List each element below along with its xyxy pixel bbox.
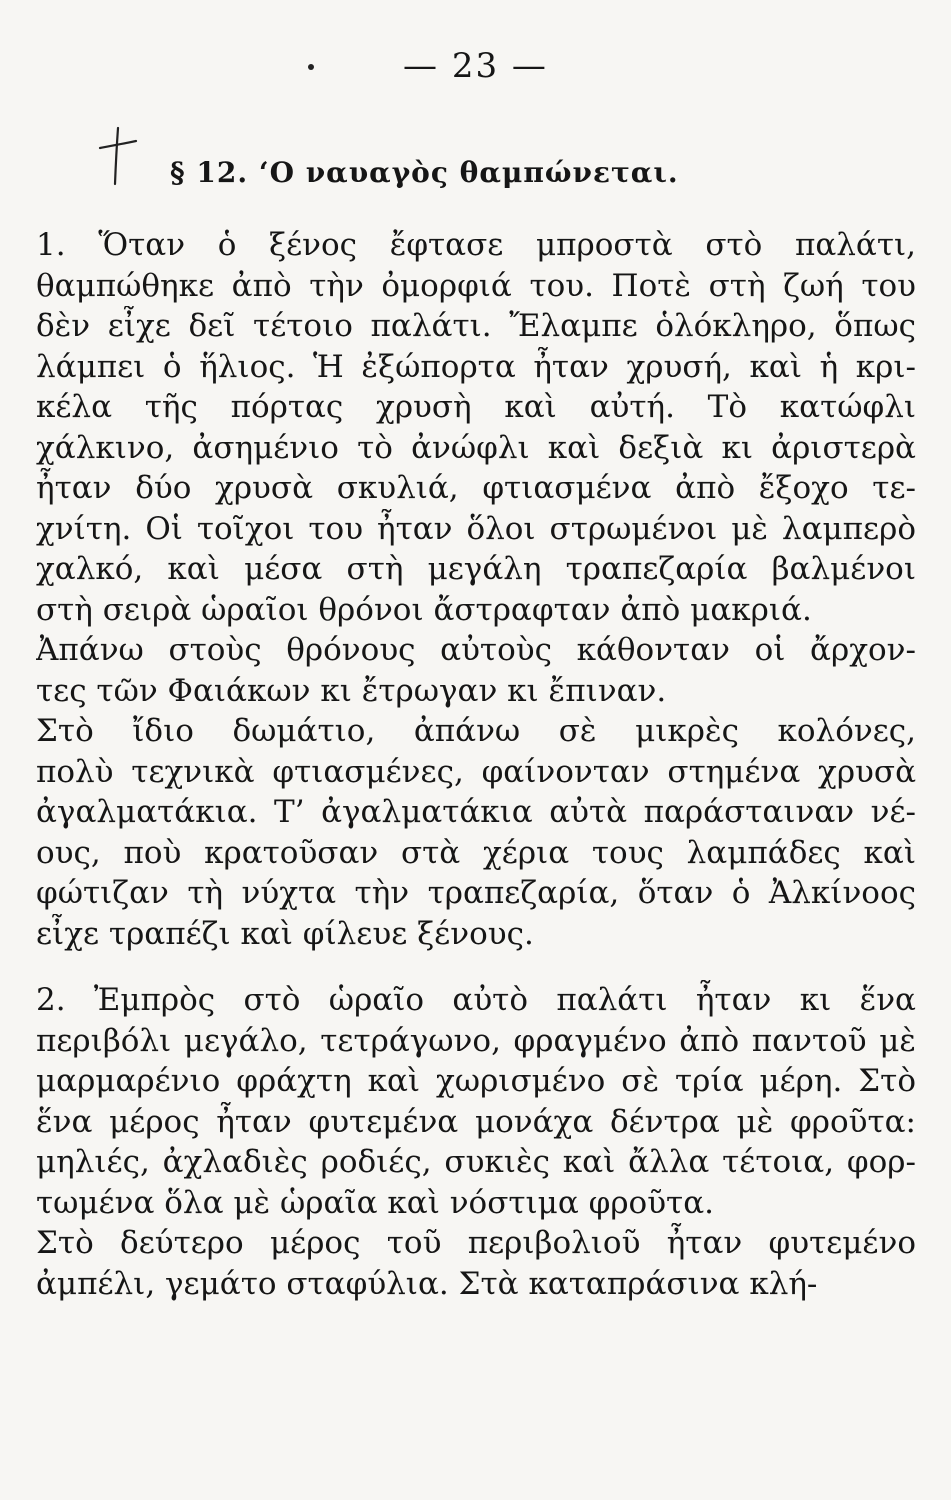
text-line: Ἀπάνω στοὺς θρόνους αὐτοὺς κάθονταν οἱ ἄρχον-	[36, 632, 916, 668]
page-number: — 23 —	[403, 46, 548, 86]
text-line: λάμπει ὁ ἥλιος. Ἡ ἐξώπορτα ἦταν χρυσή, καὶ ἡ κρι-	[36, 348, 916, 385]
text-line: μαρμαρένιο φράχτη καὶ χωρισμένο σὲ τρία μέρη. Στὸ	[36, 1063, 916, 1099]
text-line: ἕνα μέρος ἦταν φυτεμένα μονάχα δέντρα μὲ φροῦτα:	[36, 1103, 916, 1140]
text-line: ἀμπέλι, γεμάτο σταφύλια. Στὰ καταπράσινα κλή-	[36, 1265, 818, 1302]
text-line: θαμπώθηκε ἀπὸ τὴν ὀμορφιά του. Ποτὲ στὴ ζωή του	[36, 267, 916, 304]
text-line: εἶχε τραπέζι καὶ φίλευε ξένους.	[36, 915, 534, 952]
text-line: τες τῶν Φαιάκων κι ἔτρωγαν κι ἔπιναν.	[36, 672, 667, 709]
text-line: ἀγαλματάκια. Τ’ ἀγαλματάκια αὐτὰ παράσταιναν νέ-	[36, 794, 916, 830]
handwritten-cross-mark-icon	[96, 124, 140, 188]
text-line: 2. Ἐμπρὸς στὸ ὡραῖο αὐτὸ παλάτι ἦταν κι ἕνα	[36, 982, 916, 1018]
text-line: Στὸ δεύτερο μέρος τοῦ περιβολιοῦ ἦταν φυτεμένο	[36, 1225, 916, 1261]
text-line: χάλκινο, ἀσημένιο τὸ ἀνώφλι καὶ δεξιὰ κι ἀριστερὰ	[36, 429, 916, 466]
text-line: τωμένα ὅλα μὲ ὡραῖα καὶ νόστιμα φροῦτα.	[36, 1184, 714, 1221]
text-line: δὲν εἶχε δεῖ τέτοιο παλάτι. Ἔλαμπε ὁλόκληρο, ὅπως	[36, 308, 916, 344]
paragraph-1	[36, 225, 916, 954]
text-line: μηλιές, ἀχλαδιὲς ροδιές, συκιὲς καὶ ἄλλα τέτοια, φορ-	[36, 1144, 916, 1180]
text-line: στὴ σειρὰ ὡραῖοι θρόνοι ἄστραφταν ἀπὸ μακριά.	[36, 591, 812, 628]
text-line: πολὺ τεχνικὰ φτιασμένες, φαίνονταν στημένα χρυσὰ	[36, 753, 916, 790]
paragraph-2	[36, 980, 916, 1304]
text-line: περιβόλι μεγάλο, τετράγωνο, φραγμένο ἀπὸ παντοῦ μὲ	[36, 1022, 916, 1059]
text-line: 1. Ὅταν ὁ ξένος ἔφτασε μπροστὰ στὸ παλάτι,	[36, 227, 916, 263]
section-heading: § 12. ‘Ο ναυαγὸς θαμπώνεται.	[170, 156, 679, 189]
text-line: χνίτη. Οἱ τοῖχοι του ἦταν ὅλοι στρωμένοι μὲ λαμπερὸ	[36, 510, 916, 547]
text-line: ἦταν δύο χρυσὰ σκυλιά, φτιασμένα ἀπὸ ἔξοχο τε-	[36, 470, 916, 506]
text-line: ους, ποὺ κρατοῦσαν στὰ χέρια τους λαμπάδες καὶ	[36, 834, 916, 871]
text-line: φώτιζαν τὴ νύχτα τὴν τραπεζαρία, ὅταν ὁ Ἀλκίνοος	[36, 875, 916, 911]
text-line: Στὸ ἴδιο δωμάτιο, ἀπάνω σὲ μικρὲς κολόνες,	[36, 713, 916, 749]
text-line: κέλα τῆς πόρτας χρυσὴ καὶ αὐτή. Τὸ κατώφλι	[36, 389, 916, 425]
text-line: χαλκό, καὶ μέσα στὴ μεγάλη τραπεζαρία βαλμένοι	[36, 551, 916, 587]
